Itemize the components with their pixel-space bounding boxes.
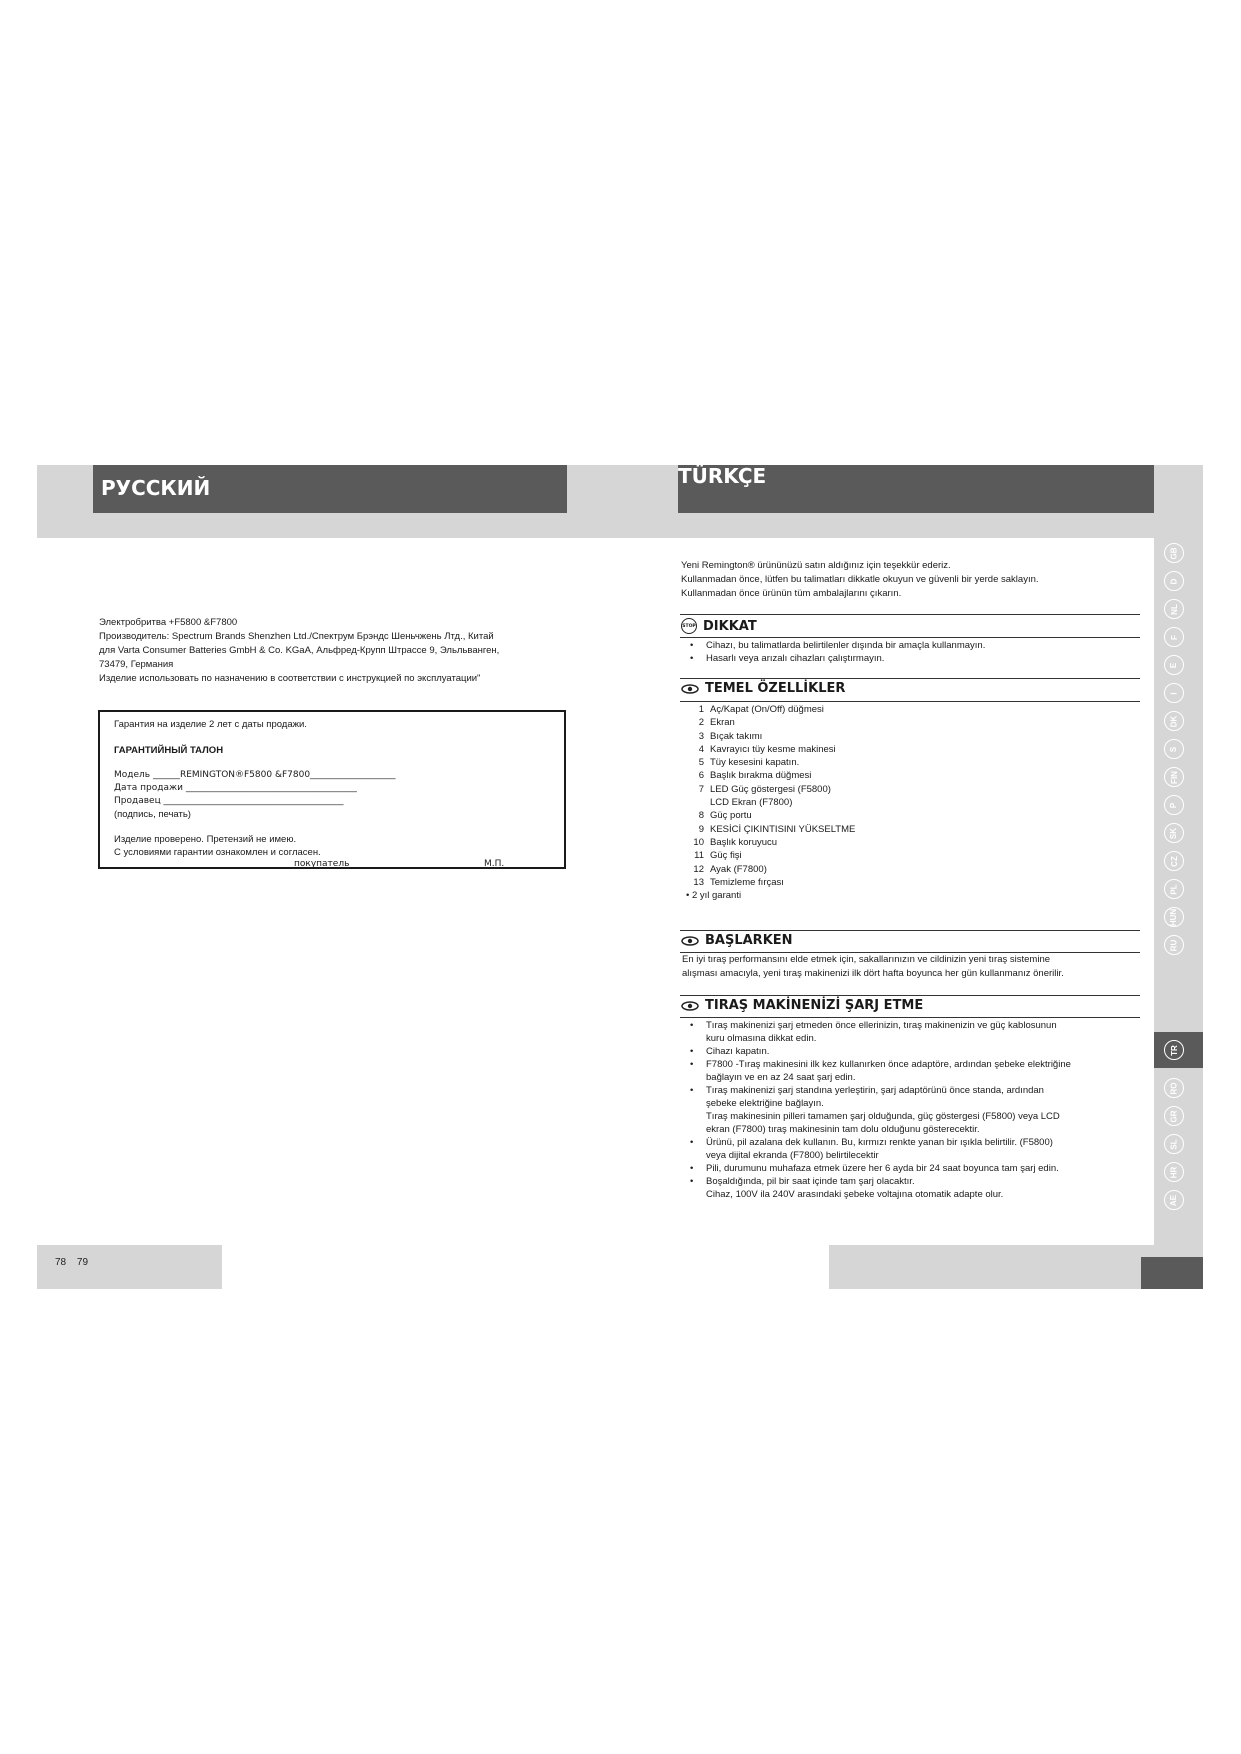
section-rule xyxy=(680,995,1140,996)
stop-icon: STOP xyxy=(681,618,697,634)
lang-tab-ru[interactable]: RU xyxy=(1164,935,1184,955)
info-line: Изделие использовать по назначению в соответствии с инструкцией по эксплуатации" xyxy=(99,673,481,684)
charging-item: veya dijital ekranda (F7800) belirtilecektir xyxy=(706,1150,879,1161)
warranty-sign-stamp: (подпись, печать) xyxy=(114,809,191,820)
ru-product-info xyxy=(99,616,569,686)
warranty-agreed: С условиями гарантии ознакомлен и согласен. xyxy=(114,847,321,858)
charging-item: Cihaz, 100V ila 240V arasındaki şebeke voltajına otomatik adapte olur. xyxy=(706,1189,1004,1200)
lang-tab-i[interactable]: I xyxy=(1164,683,1184,703)
warranty-seller: Продавец ________________________________________ xyxy=(114,796,344,806)
charging-item: • F7800 -Tıraş makinesini ilk kez kullanırken önce adaptöre, ardından şebeke elektriğine xyxy=(690,1058,1130,1071)
getting-started-heading-text: BAŞLARKEN xyxy=(705,933,793,948)
charging-item: • Boşaldığında, pil bir saat içinde tam şarj olacaktır. xyxy=(690,1175,1130,1188)
section-rule xyxy=(680,678,1140,679)
warranty-checked: Изделие проверено. Претензий не имею. xyxy=(114,834,297,845)
left-title-bar xyxy=(93,465,567,513)
charging-item: • Ürünü, pil azalana dek kullanın. Bu, kırmızı renkte yanan bir ışıkla belirtilir. (F5800) xyxy=(690,1136,1130,1149)
lang-tab-tr[interactable]: TR xyxy=(1164,1040,1184,1060)
charging-item: • Pili, durumunu muhafaza etmek üzere her 6 ayda bir 24 saat boyunca tam şarj edin. xyxy=(690,1162,1130,1175)
page-number-right: 79 xyxy=(76,1257,89,1268)
right-page-title: TÜRKÇE xyxy=(678,464,767,488)
charging-item: bağlayın ve en az 24 saat şarj edin. xyxy=(706,1072,856,1083)
language-tab-strip xyxy=(1154,538,1203,1245)
charging-item: Tıraş makinesinin pilleri tamamen şarj olduğunda, güç göstergesi (F5800) veya LCD xyxy=(706,1111,1060,1122)
feature-item: 11 Güç fişi xyxy=(694,850,742,862)
caution-list xyxy=(690,639,1130,665)
lang-tab-d[interactable]: D xyxy=(1164,571,1184,591)
eye-icon xyxy=(681,936,699,946)
warranty-model: Модель ______REMINGTON®F5800 &F7800___________________ xyxy=(114,770,396,780)
feature-item: LCD Ekran (F7800) xyxy=(710,797,793,809)
feature-item: 7 LED Güç göstergesi (F5800) xyxy=(698,783,831,795)
info-line: 73479, Германия xyxy=(99,659,174,670)
lang-tab-sl[interactable]: SL xyxy=(1164,1134,1184,1154)
section-rule xyxy=(680,701,1140,702)
intro-line: Kullanmadan önce, lütfen bu talimatları dikkatle okuyun ve güvenli bir yerde saklayın. xyxy=(681,574,1039,585)
warranty-sale-date: Дата продажи ______________________________________ xyxy=(114,783,357,793)
intro-line: Yeni Remington® ürününüzü satın aldığınız için teşekkür ederiz. xyxy=(681,560,951,571)
lang-tab-gr[interactable]: GR xyxy=(1164,1106,1184,1126)
charging-item: şebeke elektriğine bağlayın. xyxy=(706,1098,824,1109)
lang-tab-p[interactable]: P xyxy=(1164,795,1184,815)
lang-tab-sk[interactable]: SK xyxy=(1164,823,1184,843)
bottom-right-dark-block xyxy=(1141,1257,1203,1289)
warranty-stamp-place: М.П. xyxy=(484,859,505,869)
feature-item: 13 Temizleme fırçası xyxy=(693,876,784,888)
charging-item: • Tıraş makinenizi şarj standına yerleştirin, şarj adaptörünü önce standa, ardından xyxy=(690,1084,1130,1097)
charging-heading xyxy=(681,998,923,1013)
section-rule xyxy=(680,614,1140,615)
lang-tab-e[interactable]: E xyxy=(1164,655,1184,675)
lang-tab-dk[interactable]: DK xyxy=(1164,711,1184,731)
lang-tab-nl[interactable]: NL xyxy=(1164,599,1184,619)
warranty-heading: ГАРАНТИЙНЫЙ ТАЛОН xyxy=(114,745,224,756)
lang-tab-fin[interactable]: FIN xyxy=(1164,767,1184,787)
lang-tab-ae[interactable]: AE xyxy=(1164,1190,1184,1210)
charging-item: • Cihazı kapatın. xyxy=(690,1045,1130,1058)
lang-tab-f[interactable]: F xyxy=(1164,627,1184,647)
charging-item: • Tıraş makinenizi şarj etmeden önce ellerinizin, tıraş makinenizin ve güç kablosunun xyxy=(690,1019,1130,1032)
lang-tab-cz[interactable]: CZ xyxy=(1164,851,1184,871)
feature-item: 4 Kavrayıcı tüy kesme makinesi xyxy=(698,743,836,755)
charging-list xyxy=(690,1019,1130,1201)
caution-heading xyxy=(681,618,757,634)
info-line: Производитель: Spectrum Brands Shenzhen Ltd./Спектрум Брэндс Шеньчжень Лтд., Китай xyxy=(99,631,494,642)
caution-item: • Hasarlı veya arızalı cihazları çalıştırmayın. xyxy=(690,652,1130,665)
caution-heading-text: DIKKAT xyxy=(703,618,757,634)
features-heading xyxy=(681,681,845,696)
feature-item: 12 Ayak (F7800) xyxy=(693,863,767,875)
features-list xyxy=(682,703,982,902)
page-number-left: 78 xyxy=(55,1257,67,1268)
feature-item: 9 KESİCİ ÇIKINTISINI YÜKSELTME xyxy=(698,823,856,835)
section-rule xyxy=(680,1017,1140,1018)
lang-tab-gb[interactable]: GB xyxy=(1164,543,1184,563)
section-rule xyxy=(680,930,1140,931)
feature-item: 3 Bıçak takımı xyxy=(698,730,763,742)
section-rule xyxy=(680,637,1140,638)
page-numbers xyxy=(55,1257,96,1268)
right-title-bar xyxy=(678,465,1154,513)
lang-tab-hr[interactable]: HR xyxy=(1164,1162,1184,1182)
eye-icon xyxy=(681,1001,699,1011)
bottom-left-tab xyxy=(37,1245,222,1289)
charging-item: kuru olmasına dikkat edin. xyxy=(706,1033,817,1044)
warranty-card xyxy=(98,710,566,869)
getting-started-text: En iyi tıraş performansını elde etmek için, sakallarınızın ve cildinizin yeni tıraş sistemine alışması amacıyla, yeni tıraş makinenizi ilk dört hafta boyunca her gün kullanmanız önerilir. xyxy=(682,954,1064,979)
lang-tab-ro[interactable]: RO xyxy=(1164,1078,1184,1098)
charging-heading-text: TIRAŞ MAKİNENİZİ ŞARJ ETME xyxy=(705,998,924,1013)
intro-line: Kullanmadan önce ürünün tüm ambalajlarını çıkarın. xyxy=(681,588,902,599)
warranty-note: • 2 yıl garanti xyxy=(686,890,742,902)
tr-intro xyxy=(681,559,1151,601)
feature-item: 5 Tüy kesesini kapatın. xyxy=(698,757,800,769)
feature-item: 1 Aç/Kapat (On/Off) düğmesi xyxy=(698,704,824,715)
charging-item: ekran (F7800) tıraş makinesinin tam dolu olduğunu gösterecektir. xyxy=(706,1124,980,1135)
feature-item: 6 Başlık bırakma düğmesi xyxy=(698,770,812,782)
manual-spread xyxy=(37,465,1203,1289)
feature-item: 8 Güç portu xyxy=(698,810,752,822)
warranty-term: Гарантия на изделие 2 лет с даты продажи. xyxy=(114,719,307,730)
getting-started-heading xyxy=(681,933,793,948)
lang-tab-pl[interactable]: PL xyxy=(1164,879,1184,899)
left-page-title: РУССКИЙ xyxy=(101,476,211,500)
feature-item: 2 Ekran xyxy=(698,717,735,729)
lang-tab-hun[interactable]: HUN xyxy=(1164,907,1184,927)
features-heading-text: TEMEL ÖZELLİKLER xyxy=(705,681,846,696)
eye-icon xyxy=(681,684,699,694)
warranty-buyer-line: ________________________________________покупатель xyxy=(114,859,350,869)
feature-item: 10 Başlık koruyucu xyxy=(693,836,778,848)
info-line: Электробритва +F5800 &F7800 xyxy=(99,617,238,628)
caution-item: • Cihazı, bu talimatlarda belirtilenler dışında bir amaçla kullanmayın. xyxy=(690,639,1130,652)
info-line: для Varta Consumer Batteries GmbH & Co. KGaA, Альфред-Крупп Штрассе 9, Эльльванген, xyxy=(99,645,500,656)
lang-tab-s[interactable]: S xyxy=(1164,739,1184,759)
